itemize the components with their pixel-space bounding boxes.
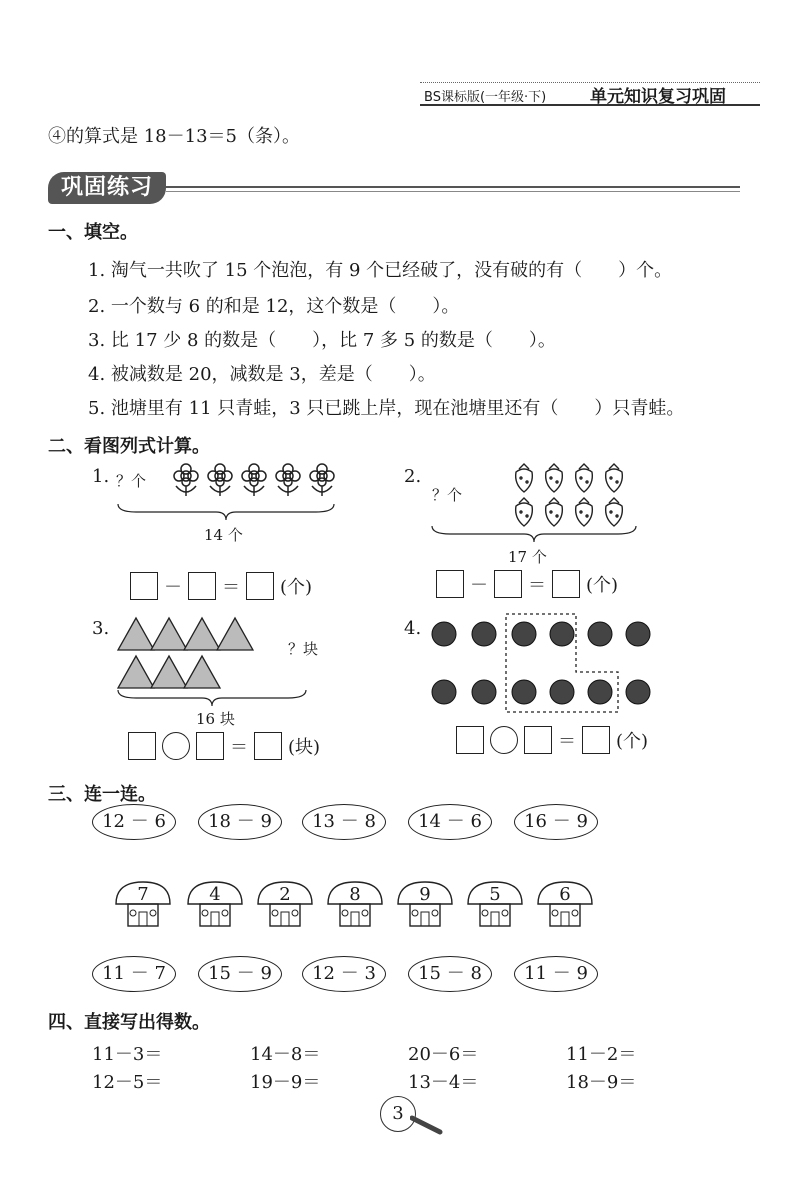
q1-number: 1.: [92, 466, 110, 487]
part1-heading: 一、填空。: [48, 222, 138, 243]
calc-item: 18－9＝: [566, 1072, 637, 1093]
mushroom-house[interactable]: [464, 878, 526, 932]
mushroom-number: 4: [209, 884, 221, 905]
q2-unknown: ？个: [432, 486, 463, 504]
calc-item: 11－2＝: [566, 1044, 637, 1065]
mushroom-house[interactable]: [534, 878, 596, 932]
mushroom-house[interactable]: [184, 878, 246, 932]
calc-item: 13－4＝: [408, 1072, 479, 1093]
q4-apples: [426, 612, 662, 716]
calc-item: 11－3＝: [92, 1044, 163, 1065]
minus-sign: －: [164, 577, 182, 598]
answer-box[interactable]: [128, 732, 156, 760]
q1-total: 14 个: [204, 526, 243, 544]
q2-equation: [436, 570, 618, 598]
section-rule-thin: [166, 191, 740, 192]
section-rule: [166, 186, 740, 188]
calc-item: 19－9＝: [250, 1072, 321, 1093]
answer-box[interactable]: [494, 570, 522, 598]
fill-item-2: 2. 一个数与 6 的和是 12，这个数是（ ）。: [88, 296, 460, 317]
answer-box[interactable]: [196, 732, 224, 760]
q1-unknown: ？个: [116, 472, 147, 490]
match-bottom-oval[interactable]: 11 － 7: [92, 956, 176, 992]
q4-equation: [456, 726, 648, 754]
match-bottom-oval[interactable]: 15 － 8: [408, 956, 492, 992]
fill-item-5: 5. 池塘里有 11 只青蛙，3 只已跳上岸，现在池塘里还有（ ）只青蛙。: [88, 398, 685, 419]
answer-box[interactable]: [254, 732, 282, 760]
q2-strawberries: [508, 458, 632, 530]
section-title: 巩固练习: [48, 172, 166, 204]
mushroom-number: 8: [349, 884, 361, 905]
match-top-oval[interactable]: 18 － 9: [198, 804, 282, 840]
minus-sign: －: [470, 575, 488, 596]
answer-box[interactable]: [130, 572, 158, 600]
answer-box[interactable]: [524, 726, 552, 754]
match-top-oval[interactable]: 12 － 6: [92, 804, 176, 840]
q1-flowers: [170, 462, 340, 498]
mushroom-number: 7: [137, 884, 149, 905]
q2-number: 2.: [404, 466, 422, 487]
q3-watermelons: [114, 614, 254, 698]
operator-circle[interactable]: [490, 726, 518, 754]
unit-label: (个): [616, 731, 649, 752]
q4-number: 4.: [404, 618, 422, 639]
equals-sign: ＝: [222, 577, 240, 598]
top-line: ④的算式是 18－13＝5（条）。: [48, 126, 300, 147]
q3-equation: [128, 732, 320, 760]
answer-box[interactable]: [552, 570, 580, 598]
answer-box[interactable]: [188, 572, 216, 600]
mushroom-number: 5: [489, 884, 501, 905]
header-rule: [420, 104, 760, 106]
equals-sign: ＝: [558, 731, 576, 752]
equals-sign: ＝: [230, 737, 248, 758]
answer-box[interactable]: [456, 726, 484, 754]
mushroom-house[interactable]: [394, 878, 456, 932]
q1-equation: [130, 572, 312, 600]
match-top-oval[interactable]: 13 － 8: [302, 804, 386, 840]
mushroom-number: 6: [559, 884, 571, 905]
q3-brace: [116, 688, 308, 708]
calc-item: 12－5＝: [92, 1072, 163, 1093]
match-bottom-oval[interactable]: 12 － 3: [302, 956, 386, 992]
q2-total: 17 个: [508, 548, 547, 566]
match-bottom-oval[interactable]: 11 － 9: [514, 956, 598, 992]
header-title: 单元知识复习巩固: [590, 87, 726, 107]
unit-label: (个): [280, 577, 313, 598]
q3-total: 16 块: [196, 710, 235, 728]
fill-item-3: 3. 比 17 少 8 的数是（ ），比 7 多 5 的数是（ ）。: [88, 330, 556, 351]
header-edition: BS课标版(一年级·下): [424, 90, 547, 105]
unit-label: (个): [586, 575, 619, 596]
operator-circle[interactable]: [162, 732, 190, 760]
match-top-oval[interactable]: 16 － 9: [514, 804, 598, 840]
match-bottom-oval[interactable]: 15 － 9: [198, 956, 282, 992]
answer-box[interactable]: [436, 570, 464, 598]
mushroom-number: 9: [419, 884, 431, 905]
mushroom-house[interactable]: [112, 878, 174, 932]
page-number: 3: [380, 1096, 416, 1132]
q3-unknown: ？块: [288, 640, 319, 658]
q3-number: 3.: [92, 618, 110, 639]
mushroom-house[interactable]: [324, 878, 386, 932]
mushroom-house[interactable]: [254, 878, 316, 932]
part4-heading: 四、直接写出得数。: [48, 1012, 210, 1033]
equals-sign: ＝: [528, 575, 546, 596]
calc-item: 14－8＝: [250, 1044, 321, 1065]
mushroom-number: 2: [279, 884, 291, 905]
q1-brace: [116, 502, 336, 522]
fill-item-4: 4. 被减数是 20，减数是 3，差是（ ）。: [88, 364, 436, 385]
calc-item: 20－6＝: [408, 1044, 479, 1065]
answer-box[interactable]: [582, 726, 610, 754]
part3-heading: 三、连一连。: [48, 784, 156, 805]
unit-label: (块): [288, 737, 321, 758]
part2-heading: 二、看图列式计算。: [48, 436, 210, 457]
answer-box[interactable]: [246, 572, 274, 600]
match-top-oval[interactable]: 14 － 6: [408, 804, 492, 840]
q2-brace: [430, 524, 638, 544]
fill-item-1: 1. 淘气一共吹了 15 个泡泡，有 9 个已经破了，没有破的有（ ）个。: [88, 260, 673, 281]
magnifier-handle-icon: [410, 1114, 444, 1136]
